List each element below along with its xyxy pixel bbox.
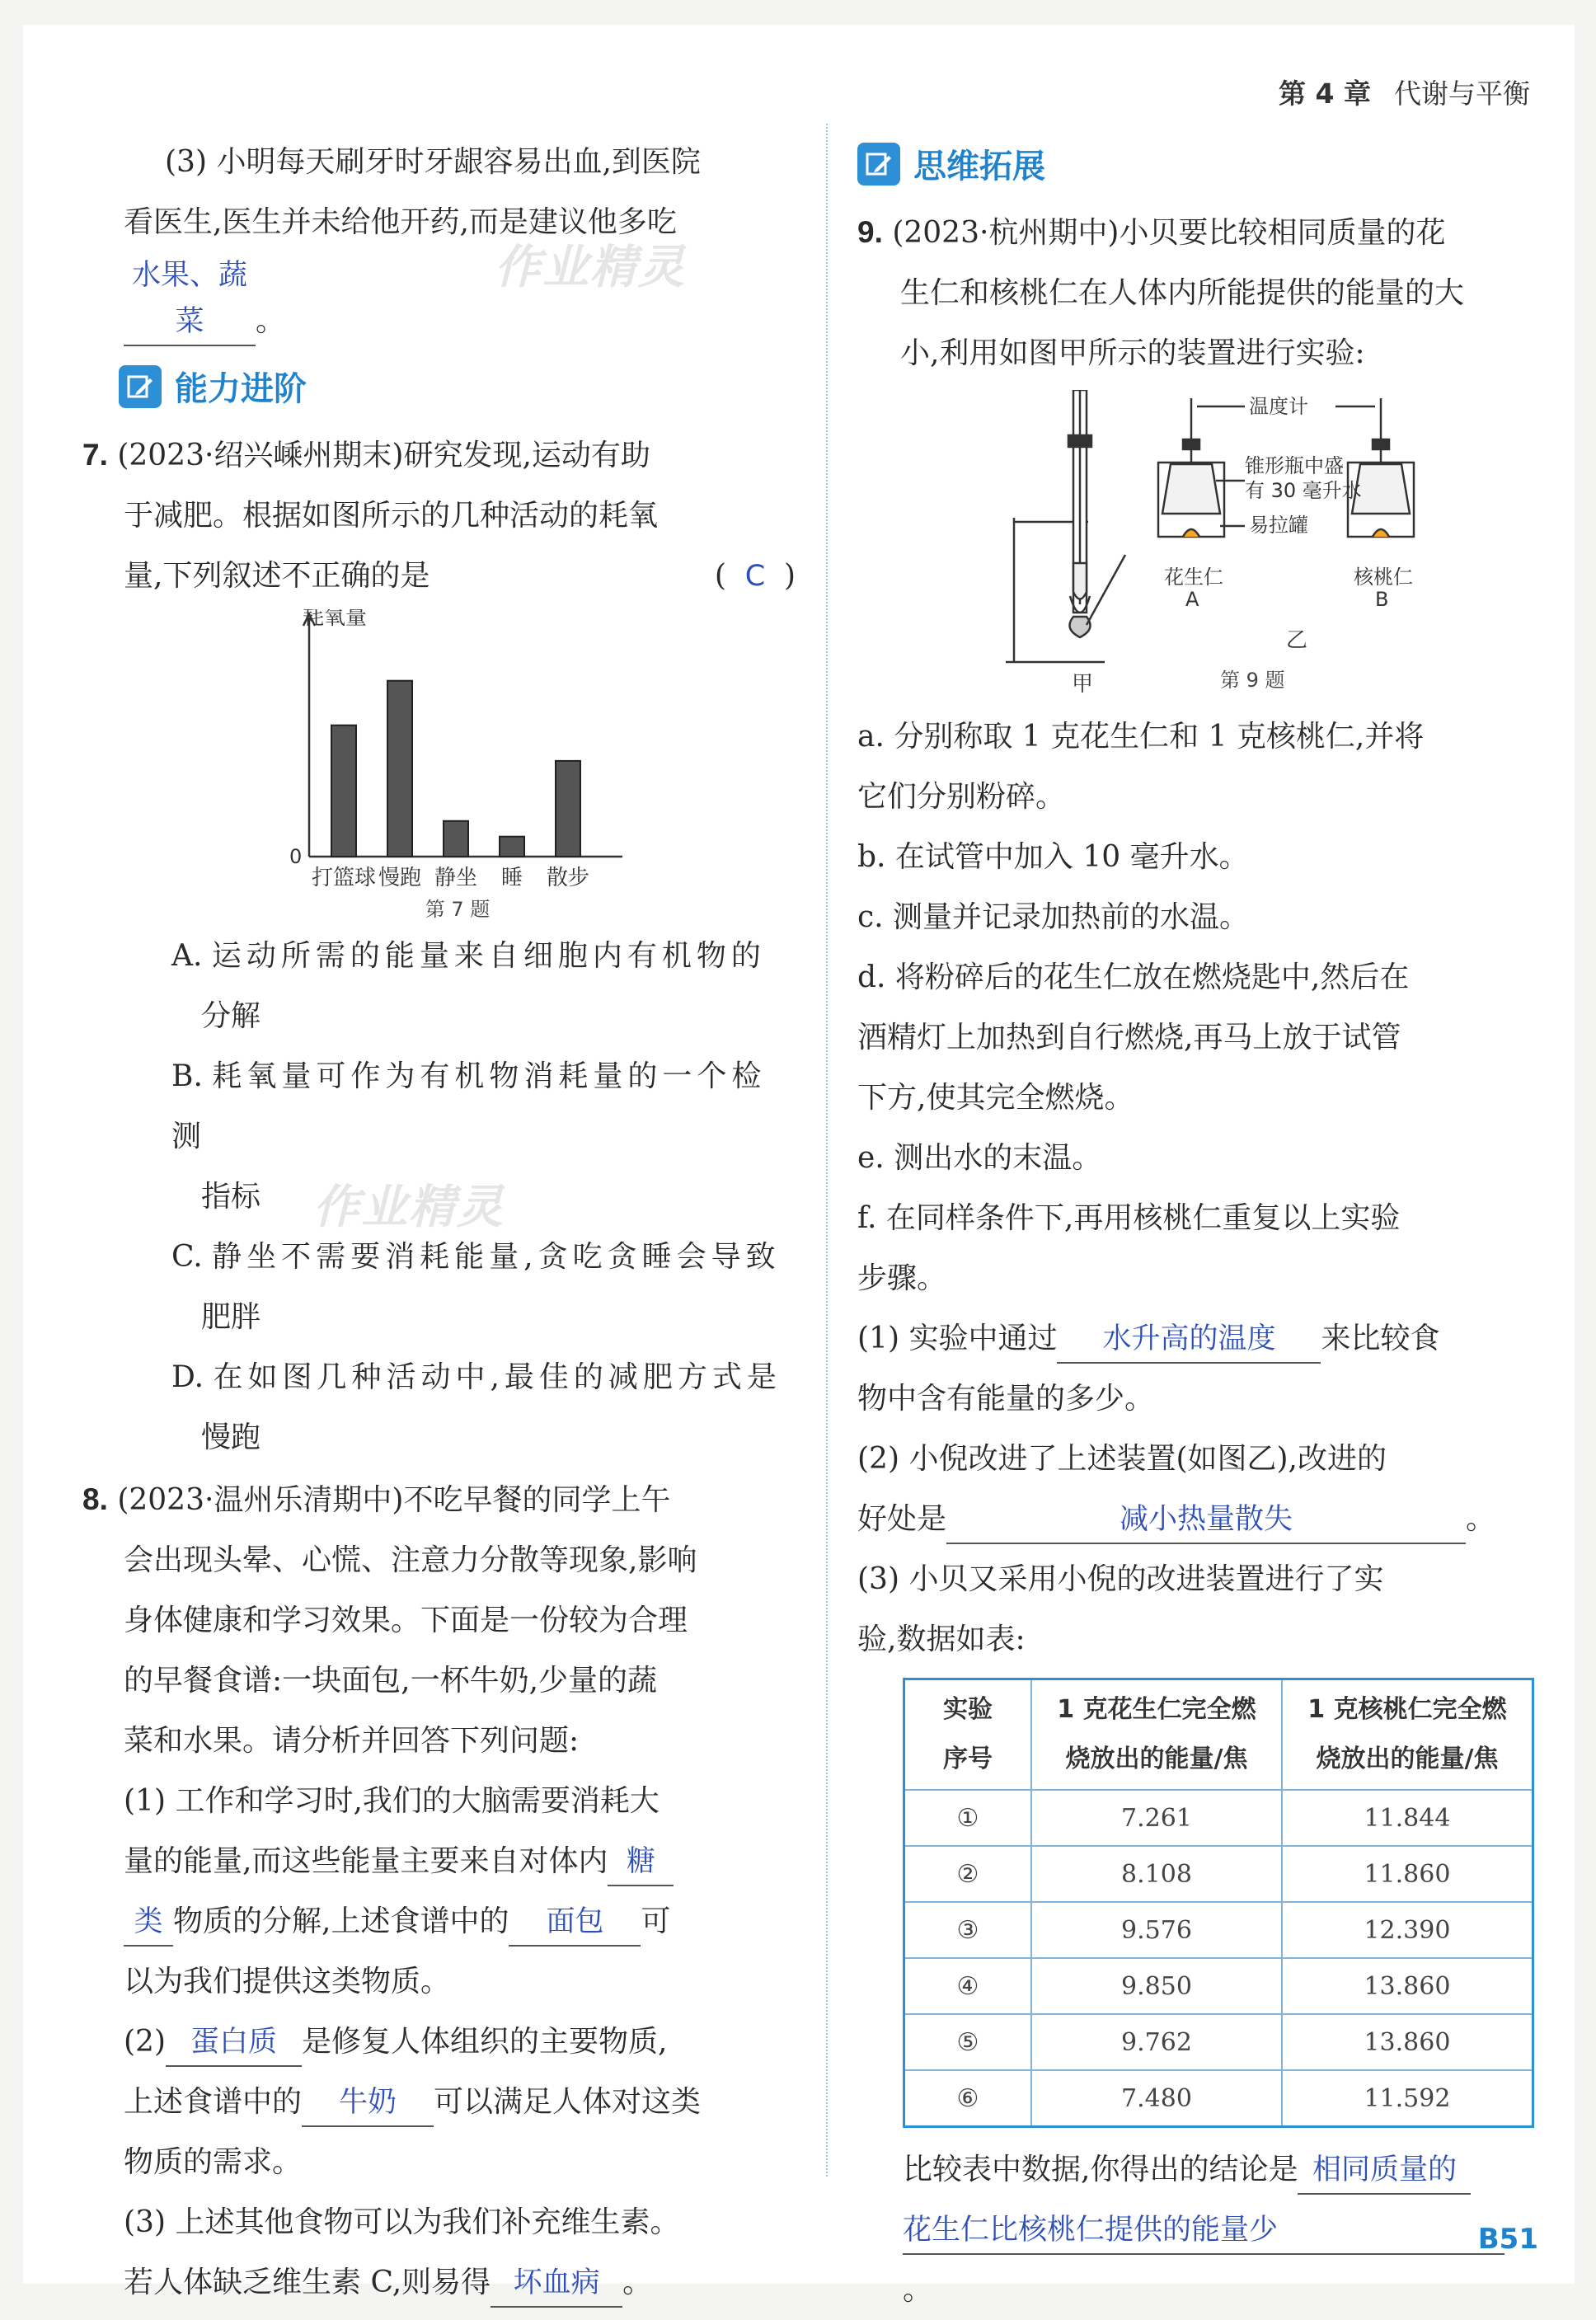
- x-tick-label: 静坐: [434, 866, 478, 890]
- label-flask-1: 锥形瓶中盛: [1245, 454, 1344, 477]
- answer-blank[interactable]: 花生仁比核桃仁提供的能量少: [903, 2207, 1504, 2255]
- answer-blank[interactable]: 减小热量散失: [946, 1496, 1466, 1544]
- q9-conclusion-line1: 比较表中数据,你得出的结论是 相同质量的: [903, 2139, 1533, 2200]
- q9-p1-line1: (1) 实验中通过 水升高的温度 来比较食: [857, 1308, 1533, 1369]
- q7-option[interactable]: A. 运动所需的能量来自细胞内有机物的: [171, 939, 766, 973]
- bar: [444, 821, 468, 857]
- chart-caption: 第 7 题: [425, 898, 491, 921]
- q8-p2-line1: (2) 蛋白质 是修复人体组织的主要物质,: [124, 2012, 796, 2072]
- label-thermometer: 温度计: [1249, 395, 1308, 418]
- q7-option-cont: 指标: [201, 1180, 261, 1214]
- pencil-icon: [857, 143, 900, 186]
- q8-p1-line2: 量的能量,而这些能量主要来自对体内 糖: [124, 1831, 796, 1891]
- table-cell: 7.480: [1031, 2070, 1282, 2127]
- q7-option[interactable]: B. 耗氧量可作为有机物消耗量的一个检测: [171, 1059, 767, 1153]
- bar-chart-svg: [124, 609, 796, 923]
- q9-step-line: d. 将粉碎后的花生仁放在燃烧匙中,然后在: [857, 960, 1410, 994]
- q6-part3-line2: 看医生,医生并未给他开药,而是建议他多吃: [124, 205, 677, 239]
- table-cell: 11.860: [1282, 1846, 1533, 1902]
- table-cell: 9.762: [1031, 2014, 1282, 2070]
- right-column: [857, 132, 1533, 2320]
- table-cell: ②: [904, 1846, 1032, 1902]
- table-row: [904, 2014, 1533, 2070]
- apparatus-svg: [981, 390, 1517, 703]
- answer-blank[interactable]: 坏血病: [491, 2260, 622, 2308]
- table-row: [904, 2070, 1533, 2127]
- chapter-title: 代谢与平衡: [1394, 77, 1530, 110]
- q8-p2-line2: 上述食谱中的 牛奶 可以满足人体对这类: [124, 2072, 796, 2132]
- q7-options: [124, 926, 796, 1468]
- q6-part3-line3: 水果、蔬菜 。: [124, 252, 796, 351]
- label-walnut: 核桃仁: [1354, 566, 1413, 589]
- table-cell: 9.850: [1031, 1958, 1282, 2014]
- q9-step-line: 步骤。: [857, 1261, 947, 1295]
- q8-line4: 的早餐食谱:一块面包,一杯牛奶,少量的蔬: [124, 1664, 658, 1698]
- figure-caption: 第 9 题: [1220, 669, 1285, 692]
- apparatus-jia: [1006, 390, 1125, 662]
- label-yi: 乙: [1286, 628, 1308, 653]
- x-tick-label: 慢跑: [378, 866, 422, 890]
- answer-choice[interactable]: C: [744, 560, 766, 593]
- answer-blank[interactable]: 相同质量的: [1298, 2147, 1471, 2195]
- q8-line3: 身体健康和学习效果。下面是一份较为合理: [124, 1604, 688, 1637]
- watermark: 作业精灵: [495, 241, 686, 294]
- label-can: 易拉罐: [1249, 514, 1308, 537]
- q8-line2: 会出现头晕、心慌、注意力分散等现象,影响: [124, 1543, 697, 1577]
- answer-blank[interactable]: 牛奶: [302, 2079, 434, 2127]
- table-cell: 11.592: [1282, 2070, 1533, 2127]
- q8-line1: 8. (2023·温州乐清期中)不吃早餐的同学上午: [82, 1482, 671, 1517]
- bar: [331, 726, 356, 857]
- table-cell: 8.108: [1031, 1846, 1282, 1902]
- section-header-ability: [119, 363, 796, 410]
- label-b: B: [1375, 588, 1389, 611]
- answer-blank[interactable]: 面包: [509, 1899, 641, 1947]
- table-cell: 13.860: [1282, 2014, 1533, 2070]
- q9-step-line: 下方,使其完全燃烧。: [857, 1081, 1134, 1115]
- bar: [500, 837, 524, 857]
- q9-p2-line2: 好处是 减小热量散失 。: [857, 1489, 1533, 1549]
- x-tick-label: 睡: [500, 866, 523, 890]
- q7-option-cont: 慢跑: [201, 1421, 261, 1454]
- q9-line1: 9. (2023·杭州期中)小贝要比较相同质量的花: [857, 215, 1446, 250]
- table-body: [904, 1790, 1533, 2127]
- y-axis-label: 耗氧量: [303, 609, 368, 630]
- table-cell: ③: [904, 1902, 1032, 1958]
- q7-line3: 量,下列叙述不正确的是 ( C ): [124, 546, 796, 606]
- q9-step-line: b. 在试管中加入 10 毫升水。: [857, 840, 1249, 874]
- q8-p1-line3: 类 物质的分解,上述食谱中的 面包 可: [124, 1891, 796, 1951]
- page-header: [1279, 73, 1530, 111]
- chapter-number: 第 4 章: [1279, 77, 1371, 110]
- origin-label: 0: [289, 845, 303, 868]
- table-header-row: [904, 1679, 1533, 1791]
- q9-p1-line2: 物中含有能量的多少。: [857, 1382, 1155, 1416]
- q7-option[interactable]: C. 静坐不需要消耗能量,贪吃贪睡会导致: [171, 1240, 781, 1274]
- table-row: [904, 1790, 1533, 1846]
- x-tick-label: 散步: [546, 866, 590, 890]
- table-cell: ④: [904, 1958, 1032, 2014]
- label-a: A: [1185, 588, 1199, 611]
- bar: [556, 761, 580, 857]
- label-peanut: 花生仁: [1164, 566, 1223, 589]
- bar-chart: [124, 609, 796, 926]
- q7-line2: 于减肥。根据如图所示的几种活动的耗氧: [124, 499, 659, 533]
- column-divider: [826, 124, 828, 2177]
- q9-step-line: 酒精灯上加热到自行燃烧,再马上放于试管: [857, 1021, 1401, 1054]
- answer-blank[interactable]: 类: [124, 1899, 173, 1947]
- q8-p2-line3: 物质的需求。: [124, 2145, 303, 2179]
- table-cell: 9.576: [1031, 1902, 1282, 1958]
- answer-blank[interactable]: 糖: [608, 1839, 674, 1886]
- table-cell: 12.390: [1282, 1902, 1533, 1958]
- left-column: [82, 132, 796, 2313]
- section-title: 能力进阶: [175, 370, 307, 408]
- table-cell: ①: [904, 1790, 1032, 1846]
- q9-step-line: e. 测出水的末温。: [857, 1141, 1102, 1175]
- q9-conclusion-line2: 花生仁比核桃仁提供的能量少。: [903, 2200, 1533, 2320]
- table-cell: ⑥: [904, 2070, 1032, 2127]
- q7-line1: 7. (2023·绍兴嵊州期末)研究发现,运动有助: [82, 438, 650, 472]
- q9-step-line: c. 测量并记录加热前的水温。: [857, 900, 1250, 934]
- table-row: [904, 1958, 1533, 2014]
- q9-steps: [857, 707, 1533, 1308]
- q8-line5: 菜和水果。请分析并回答下列问题:: [124, 1724, 580, 1758]
- q7-option-cont: 肥胖: [201, 1300, 261, 1334]
- section-header-thinking: [857, 140, 1533, 187]
- table-header-cell: 实验 序号: [904, 1679, 1032, 1791]
- answer-blank[interactable]: 水果、蔬菜: [124, 252, 256, 346]
- table-header-cell: 1 克核桃仁完全燃 烧放出的能量/焦: [1282, 1679, 1533, 1791]
- q8-p3-line2: 若人体缺乏维生素 C,则易得 坏血病 。: [124, 2252, 796, 2313]
- q9-p3-line2: 验,数据如表:: [857, 1623, 1026, 1656]
- bar: [387, 681, 412, 857]
- section-title: 思维拓展: [913, 148, 1045, 186]
- q9-p3-line1: (3) 小贝又采用小倪的改进装置进行了实: [857, 1562, 1384, 1596]
- x-tick-label: 打篮球: [311, 866, 377, 890]
- watermark: 作业精灵: [313, 1181, 505, 1234]
- table-row: [904, 1902, 1533, 1958]
- q7-option-cont: 分解: [201, 999, 261, 1033]
- table-cell: 11.844: [1282, 1790, 1533, 1846]
- pencil-icon: [119, 365, 162, 408]
- table-cell: ⑤: [904, 2014, 1032, 2070]
- answer-blank[interactable]: 蛋白质: [166, 2019, 302, 2067]
- q9-line2: 生仁和核桃仁在人体内所能提供的能量的大: [900, 276, 1465, 310]
- q8-p3-line1: (3) 上述其他食物可以为我们补充维生素。: [124, 2205, 680, 2239]
- q7-option[interactable]: D. 在如图几种活动中,最佳的减肥方式是: [171, 1360, 782, 1394]
- page-number: B51: [1477, 2223, 1538, 2256]
- table-row: [904, 1846, 1533, 1902]
- q6-part3-line1: (3) 小明每天刷牙时牙龈容易出血,到医院: [165, 145, 701, 179]
- label-flask-2: 有 30 毫升水: [1245, 479, 1362, 502]
- label-jia: 甲: [1072, 672, 1094, 697]
- q9-step-line: 它们分别粉碎。: [857, 780, 1066, 814]
- data-table: [903, 1678, 1534, 2128]
- answer-paren: ( C ): [715, 546, 796, 606]
- q8-p1-line4: 以为我们提供这类物质。: [124, 1965, 451, 1998]
- apparatus-figure: [981, 390, 1533, 707]
- q9-line3: 小,利用如图甲所示的装置进行实验:: [900, 336, 1365, 370]
- q9-p2-line1: (2) 小倪改进了上述装置(如图乙),改进的: [857, 1442, 1387, 1476]
- q9-step-line: a. 分别称取 1 克花生仁和 1 克核桃仁,并将: [857, 720, 1425, 754]
- table-cell: 7.261: [1031, 1790, 1282, 1846]
- table-cell: 13.860: [1282, 1958, 1533, 2014]
- q8-p1-line1: (1) 工作和学习时,我们的大脑需要消耗大: [124, 1784, 660, 1818]
- q9-step-line: f. 在同样条件下,再用核桃仁重复以上实验: [857, 1201, 1401, 1235]
- answer-blank[interactable]: 水升高的温度: [1057, 1316, 1321, 1364]
- table-header-cell: 1 克花生仁完全燃 烧放出的能量/焦: [1031, 1679, 1282, 1791]
